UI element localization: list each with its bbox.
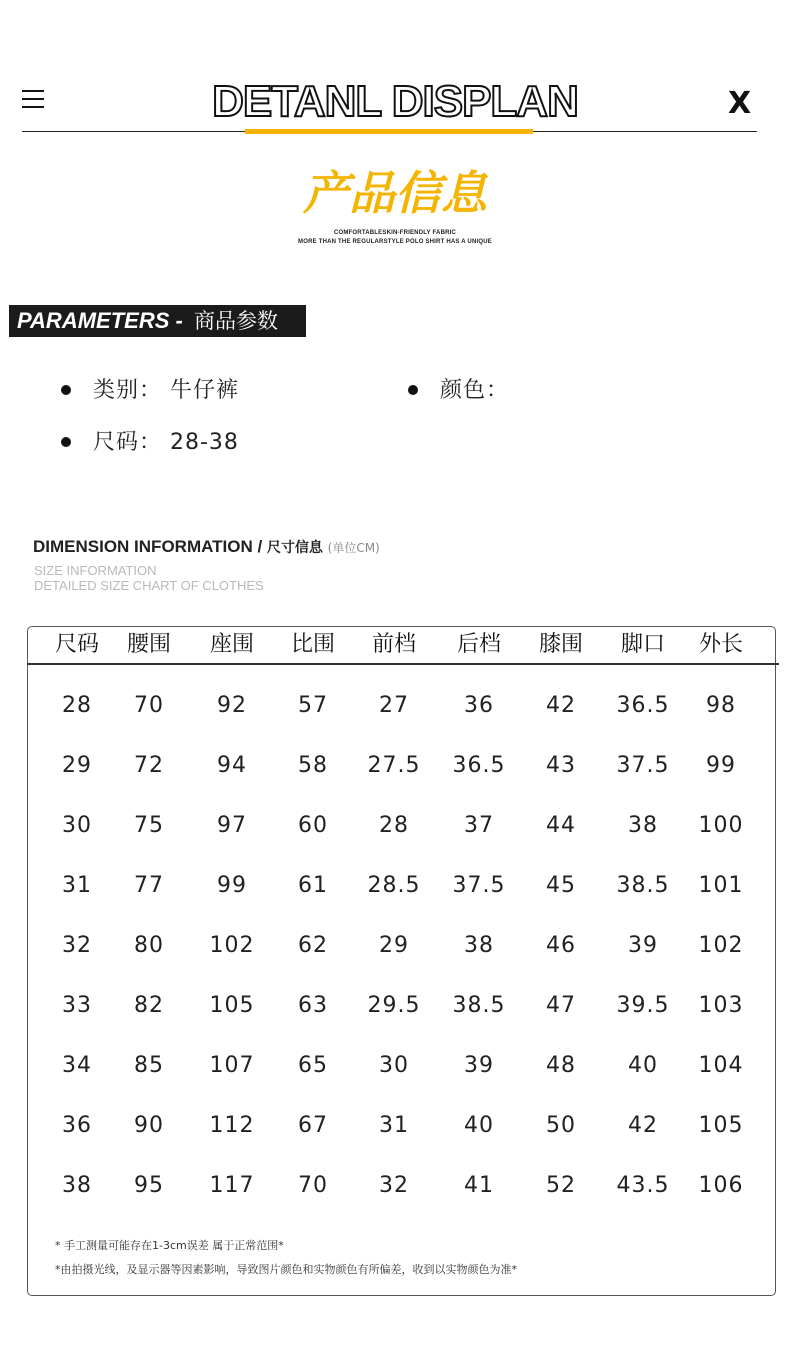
table-cell: 97 bbox=[217, 813, 247, 838]
table-cell: 67 bbox=[298, 1113, 328, 1138]
table-cell: 102 bbox=[209, 933, 255, 958]
table-cell: 27 bbox=[379, 693, 409, 718]
table-header-cell: 外长 bbox=[698, 632, 743, 657]
table-cell: 30 bbox=[379, 1053, 409, 1078]
table-cell: 38.5 bbox=[452, 993, 506, 1018]
dimension-subtitle-1: SIZE INFORMATION bbox=[34, 563, 157, 578]
table-cell: 48 bbox=[546, 1053, 576, 1078]
table-cell: 63 bbox=[298, 993, 328, 1018]
table-header-cell: 后档 bbox=[456, 632, 501, 657]
table-header-cell: 前档 bbox=[371, 632, 416, 657]
table-cell: 107 bbox=[209, 1053, 255, 1078]
table-cell: 117 bbox=[209, 1173, 255, 1198]
table-cell: 94 bbox=[217, 753, 247, 778]
table-cell: 61 bbox=[298, 873, 328, 898]
table-cell: 99 bbox=[217, 873, 247, 898]
table-cell: 105 bbox=[209, 993, 255, 1018]
table-cell: 105 bbox=[698, 1113, 744, 1138]
parameters-title-cn: 商品参数 bbox=[194, 309, 278, 333]
table-cell: 28.5 bbox=[367, 873, 421, 898]
table-cell: 57 bbox=[298, 693, 328, 718]
table-cell: 75 bbox=[134, 813, 164, 838]
table-cell: 31 bbox=[379, 1113, 409, 1138]
dimension-title bbox=[33, 536, 380, 559]
table-cell: 40 bbox=[464, 1113, 494, 1138]
table-cell: 101 bbox=[698, 873, 744, 898]
table-cell: 36.5 bbox=[452, 753, 506, 778]
table-cell: 98 bbox=[706, 693, 736, 718]
table-cell: 92 bbox=[217, 693, 247, 718]
bullet-icon bbox=[408, 385, 418, 395]
bullet-icon bbox=[61, 437, 71, 447]
table-cell: 32 bbox=[62, 933, 92, 958]
table-cell: 102 bbox=[698, 933, 744, 958]
table-cell: 29 bbox=[379, 933, 409, 958]
table-cell: 43.5 bbox=[616, 1173, 670, 1198]
section-subtitle-1: COMFORTABLESKIN-FRIENDLY FABRIC bbox=[333, 230, 457, 236]
table-header-cell: 膝围 bbox=[538, 632, 583, 657]
dimension-title-cn: 尺寸信息 bbox=[266, 540, 323, 556]
table-cell: 103 bbox=[698, 993, 744, 1018]
page-title: DETANL DISPLAN bbox=[212, 77, 578, 126]
table-header-divider bbox=[27, 663, 779, 665]
table-cell: 104 bbox=[698, 1053, 744, 1078]
param-size: 尺码： 28-38 bbox=[93, 430, 239, 455]
table-cell: 43 bbox=[546, 753, 576, 778]
table-cell: 27.5 bbox=[367, 753, 421, 778]
table-cell: 33 bbox=[62, 993, 92, 1018]
table-cell: 40 bbox=[628, 1053, 658, 1078]
param-color: 颜色： bbox=[440, 378, 510, 403]
table-header-cell: 座围 bbox=[209, 632, 254, 657]
menu-icon[interactable] bbox=[22, 90, 44, 110]
table-cell: 62 bbox=[298, 933, 328, 958]
table-cell: 42 bbox=[628, 1113, 658, 1138]
dimension-title-sep: / bbox=[252, 537, 267, 556]
table-cell: 77 bbox=[134, 873, 164, 898]
table-cell: 42 bbox=[546, 693, 576, 718]
dimension-title-en: DIMENSION INFORMATION bbox=[33, 537, 253, 556]
table-cell: 72 bbox=[134, 753, 164, 778]
table-cell: 112 bbox=[209, 1113, 255, 1138]
table-cell: 95 bbox=[134, 1173, 164, 1198]
table-cell: 70 bbox=[298, 1173, 328, 1198]
table-note-2: *由拍摄光线，及显示器等因素影响，导致图片颜色和实物颜色有所偏差，收到以实物颜色为准* bbox=[55, 1263, 517, 1276]
table-cell: 38 bbox=[628, 813, 658, 838]
table-cell: 80 bbox=[134, 933, 164, 958]
table-cell: 47 bbox=[546, 993, 576, 1018]
table-cell: 46 bbox=[546, 933, 576, 958]
table-cell: 36.5 bbox=[616, 693, 670, 718]
table-cell: 28 bbox=[379, 813, 409, 838]
table-cell: 41 bbox=[464, 1173, 494, 1198]
dimension-subtitle-2: DETAILED SIZE CHART OF CLOTHES bbox=[34, 578, 264, 593]
table-cell: 50 bbox=[546, 1113, 576, 1138]
table-cell: 30 bbox=[62, 813, 92, 838]
table-cell: 29.5 bbox=[367, 993, 421, 1018]
table-header-cell: 脚口 bbox=[620, 632, 665, 657]
table-header-cell: 比围 bbox=[290, 632, 335, 657]
table-cell: 100 bbox=[698, 813, 744, 838]
table-cell: 37 bbox=[464, 813, 494, 838]
table-cell: 70 bbox=[134, 693, 164, 718]
table-cell: 99 bbox=[706, 753, 736, 778]
table-cell: 39.5 bbox=[616, 993, 670, 1018]
table-cell: 29 bbox=[62, 753, 92, 778]
table-cell: 85 bbox=[134, 1053, 164, 1078]
table-cell: 52 bbox=[546, 1173, 576, 1198]
table-cell: 38 bbox=[62, 1173, 92, 1198]
table-cell: 34 bbox=[62, 1053, 92, 1078]
table-cell: 36 bbox=[464, 693, 494, 718]
table-cell: 39 bbox=[628, 933, 658, 958]
close-icon[interactable]: X bbox=[728, 86, 752, 121]
parameters-header bbox=[9, 305, 306, 337]
dimension-unit: (单位CM) bbox=[327, 541, 380, 555]
table-cell: 65 bbox=[298, 1053, 328, 1078]
table-header-cell: 尺码 bbox=[54, 632, 99, 657]
section-subtitle-2: MORE THAN THE REGULARSTYLE POLO SHIRT HAS A UNIQUE bbox=[298, 239, 492, 245]
table-cell: 44 bbox=[546, 813, 576, 838]
table-cell: 39 bbox=[464, 1053, 494, 1078]
header-accent-bar bbox=[245, 129, 533, 134]
table-cell: 28 bbox=[62, 693, 92, 718]
table-cell: 37.5 bbox=[616, 753, 670, 778]
table-cell: 82 bbox=[134, 993, 164, 1018]
table-header-cell: 腰围 bbox=[126, 632, 171, 657]
parameters-title-en: PARAMETERS - bbox=[17, 308, 183, 333]
table-cell: 37.5 bbox=[452, 873, 506, 898]
table-cell: 106 bbox=[698, 1173, 744, 1198]
table-cell: 32 bbox=[379, 1173, 409, 1198]
table-note-1: * 手工测量可能存在1-3cm误差 属于正常范围* bbox=[55, 1239, 284, 1252]
table-cell: 90 bbox=[134, 1113, 164, 1138]
param-category: 类别： 牛仔裤 bbox=[93, 378, 239, 403]
table-cell: 36 bbox=[62, 1113, 92, 1138]
table-cell: 31 bbox=[62, 873, 92, 898]
table-cell: 45 bbox=[546, 873, 576, 898]
section-title: 产品信息 bbox=[303, 166, 487, 220]
bullet-icon bbox=[61, 385, 71, 395]
table-cell: 38 bbox=[464, 933, 494, 958]
table-cell: 58 bbox=[298, 753, 328, 778]
table-cell: 60 bbox=[298, 813, 328, 838]
table-cell: 38.5 bbox=[616, 873, 670, 898]
